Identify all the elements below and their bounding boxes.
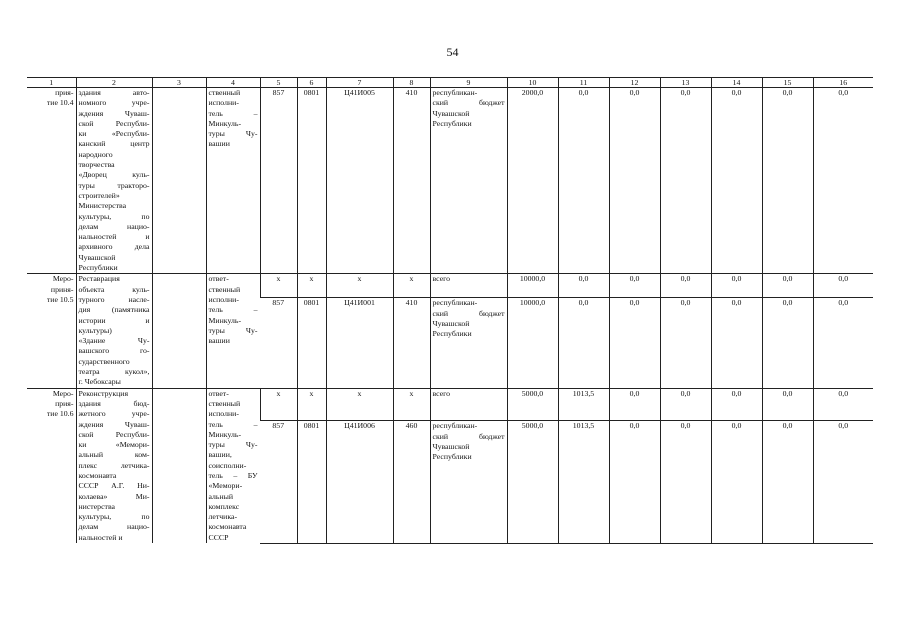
cell-line: Меро- bbox=[52, 274, 74, 284]
cell-line: альный ком- bbox=[78, 450, 150, 460]
cell-line: исполни- bbox=[208, 294, 239, 304]
activity-cell bbox=[27, 88, 76, 274]
table-cell: 0,0 bbox=[660, 88, 711, 274]
cell-line: СССР bbox=[208, 532, 229, 542]
cell-line: туры Чу- bbox=[208, 129, 258, 139]
cell-line: Минкуль- bbox=[208, 429, 242, 439]
table-row bbox=[27, 388, 873, 421]
cell-line: республикан- bbox=[432, 298, 478, 308]
column-number: 1 bbox=[27, 78, 76, 88]
table-cell: 857 bbox=[260, 421, 297, 543]
cell-line: Чувашской bbox=[432, 108, 470, 118]
table-cell: x bbox=[326, 274, 393, 298]
cell-line: номного учре- bbox=[78, 98, 150, 108]
table-cell: 0,0 bbox=[660, 388, 711, 421]
cell-line: тие 10.5 bbox=[46, 294, 74, 304]
table-cell: 0,0 bbox=[711, 388, 762, 421]
empty-cell bbox=[152, 388, 206, 543]
column-number: 7 bbox=[326, 78, 393, 88]
cell-line: делам нацио- bbox=[78, 522, 150, 532]
cell-line: приня- bbox=[50, 284, 74, 294]
column-number: 13 bbox=[660, 78, 711, 88]
cell-line: тель – bbox=[208, 108, 258, 118]
column-number: 10 bbox=[507, 78, 558, 88]
table-cell: 0,0 bbox=[762, 388, 813, 421]
cell-line: тель – bbox=[208, 305, 258, 315]
column-number: 14 bbox=[711, 78, 762, 88]
empty-cell bbox=[152, 274, 206, 388]
name-cell bbox=[76, 388, 152, 543]
cell-line: ки «Мемори- bbox=[78, 440, 150, 450]
column-number: 3 bbox=[152, 78, 206, 88]
table-cell: x bbox=[393, 388, 430, 421]
cell-line: вашии, bbox=[208, 450, 232, 460]
cell-line: колаева» Ми- bbox=[78, 491, 150, 501]
cell-line: Чувашской bbox=[432, 441, 470, 451]
cell-line: сударственного bbox=[78, 356, 130, 366]
cell-line: «Здание Чу- bbox=[78, 336, 150, 346]
cell-line: культуры) bbox=[78, 325, 112, 335]
table-cell: 0,0 bbox=[609, 274, 660, 298]
cell-line: нистерства bbox=[78, 501, 115, 511]
cell-line: исполни- bbox=[208, 409, 239, 419]
page-number: 54 bbox=[446, 45, 459, 59]
cell-line: Республики bbox=[432, 118, 472, 128]
cell-line: «Мемори- bbox=[208, 481, 243, 491]
cell-line: туры тракторо- bbox=[78, 180, 150, 190]
cell-line: турного насле- bbox=[78, 294, 150, 304]
table-cell: 410 bbox=[393, 88, 430, 274]
table-cell: 0,0 bbox=[609, 388, 660, 421]
table-cell: 0,0 bbox=[813, 88, 873, 274]
source-cell bbox=[430, 274, 507, 298]
table-cell: 0,0 bbox=[558, 88, 609, 274]
cell-line: архивного дела bbox=[78, 242, 150, 252]
cell-line: вашии bbox=[208, 139, 230, 149]
source-cell bbox=[430, 298, 507, 388]
table-cell: Ц41И005 bbox=[326, 88, 393, 274]
column-number: 9 bbox=[430, 78, 507, 88]
table-cell: 0,0 bbox=[609, 421, 660, 543]
cell-line: «Дворец куль- bbox=[78, 170, 150, 180]
table-cell: 0,0 bbox=[558, 298, 609, 388]
name-cell bbox=[76, 88, 152, 274]
column-number: 2 bbox=[76, 78, 152, 88]
cell-line: ственный bbox=[208, 88, 241, 97]
cell-line: всего bbox=[432, 274, 451, 284]
table-cell: Ц41И001 bbox=[326, 298, 393, 388]
activity-cell bbox=[27, 274, 76, 388]
table-cell: x bbox=[260, 388, 297, 421]
cell-line: Минкуль- bbox=[208, 315, 242, 325]
cell-line: Министерства bbox=[78, 201, 127, 211]
table-cell: 0,0 bbox=[660, 298, 711, 388]
cell-line: культуры, по bbox=[78, 211, 150, 221]
column-number: 5 bbox=[260, 78, 297, 88]
cell-line: ской Республи- bbox=[78, 429, 150, 439]
cell-line: СССР А.Г. Ни- bbox=[78, 481, 150, 491]
cell-line: ждения Чуваш- bbox=[78, 108, 150, 118]
table-cell: 10000,0 bbox=[507, 298, 558, 388]
cell-line: вашского го- bbox=[78, 346, 150, 356]
cell-line: соисполни- bbox=[208, 460, 247, 470]
cell-line: Чувашской bbox=[78, 252, 116, 262]
table-cell: x bbox=[260, 274, 297, 298]
cell-line: истории и bbox=[78, 315, 150, 325]
source-cell bbox=[430, 388, 507, 421]
cell-line: канский центр bbox=[78, 139, 150, 149]
cell-line: тие 10.4 bbox=[46, 98, 74, 108]
source-cell bbox=[430, 88, 507, 274]
cell-line: ский бюджет bbox=[432, 431, 505, 441]
cell-line: республикан- bbox=[432, 88, 478, 97]
cell-line: Меро- bbox=[52, 388, 74, 398]
cell-line: Республики bbox=[432, 452, 472, 462]
cell-line: ский бюджет bbox=[432, 98, 505, 108]
table-cell: x bbox=[297, 274, 326, 298]
table-cell: 5000,0 bbox=[507, 388, 558, 421]
cell-line: ственный bbox=[208, 284, 241, 294]
cell-line: творчества bbox=[78, 160, 115, 170]
cell-line: строителей» bbox=[78, 190, 120, 200]
empty-cell bbox=[152, 88, 206, 274]
table-cell: 0,0 bbox=[813, 274, 873, 298]
table-cell: 5000,0 bbox=[507, 421, 558, 543]
cell-line: летчика- bbox=[208, 512, 238, 522]
table-cell: 0,0 bbox=[762, 298, 813, 388]
cell-line: Реконструкция bbox=[78, 388, 129, 398]
cell-line: дия (памятника bbox=[78, 305, 150, 315]
column-number: 15 bbox=[762, 78, 813, 88]
table-cell: 0801 bbox=[297, 421, 326, 543]
cell-line: исполни- bbox=[208, 98, 239, 108]
cell-line: вашии bbox=[208, 336, 230, 346]
cell-line: туры Чу- bbox=[208, 325, 258, 335]
column-number: 6 bbox=[297, 78, 326, 88]
table-cell: 0,0 bbox=[813, 298, 873, 388]
cell-line: делам нацио- bbox=[78, 221, 150, 231]
table-cell: 0,0 bbox=[558, 274, 609, 298]
column-number: 4 bbox=[206, 78, 260, 88]
column-number: 11 bbox=[558, 78, 609, 88]
table-cell: 0,0 bbox=[711, 88, 762, 274]
table-cell: 0,0 bbox=[711, 274, 762, 298]
column-number: 16 bbox=[813, 78, 873, 88]
cell-line: объекта куль- bbox=[78, 284, 150, 294]
cell-line: ответ- bbox=[208, 388, 229, 398]
cell-line: культуры, по bbox=[78, 512, 150, 522]
table-cell: 1013,5 bbox=[558, 388, 609, 421]
cell-line: космонавта bbox=[208, 522, 247, 532]
table-cell: 0,0 bbox=[813, 388, 873, 421]
table-cell: 10000,0 bbox=[507, 274, 558, 298]
table-cell: 2000,0 bbox=[507, 88, 558, 274]
cell-line: прия- bbox=[55, 88, 74, 97]
table-cell: 0,0 bbox=[609, 298, 660, 388]
cell-line: тель – БУ bbox=[208, 470, 258, 480]
cell-line: всего bbox=[432, 388, 451, 398]
table-cell: Ц41И006 bbox=[326, 421, 393, 543]
table-cell: 410 bbox=[393, 298, 430, 388]
table-cell: 0801 bbox=[297, 298, 326, 388]
table-cell: 0,0 bbox=[762, 88, 813, 274]
activity-cell bbox=[27, 388, 76, 543]
cell-line: альный bbox=[208, 491, 234, 501]
table-cell: 857 bbox=[260, 298, 297, 388]
table-cell: 0,0 bbox=[609, 88, 660, 274]
cell-line: прия- bbox=[55, 398, 74, 408]
table-cell: 0,0 bbox=[660, 421, 711, 543]
name-cell bbox=[76, 274, 152, 388]
cell-line: ственный bbox=[208, 398, 241, 408]
cell-line: туры Чу- bbox=[208, 440, 258, 450]
cell-line: тель – bbox=[208, 419, 258, 429]
cell-line: тие 10.6 bbox=[46, 409, 74, 419]
table-cell: x bbox=[297, 388, 326, 421]
column-number: 12 bbox=[609, 78, 660, 88]
table-cell: 0,0 bbox=[762, 421, 813, 543]
table-cell: 0801 bbox=[297, 88, 326, 274]
table-cell: 0,0 bbox=[813, 421, 873, 543]
cell-line: нальностей и bbox=[78, 532, 123, 542]
cell-line: плекс летчика- bbox=[78, 460, 150, 470]
executor-cell bbox=[206, 274, 260, 388]
cell-line: Республики bbox=[432, 329, 472, 339]
program-table bbox=[27, 77, 873, 544]
table-cell: 0,0 bbox=[711, 421, 762, 543]
cell-line: здания бюд- bbox=[78, 398, 150, 408]
cell-line: здания авто- bbox=[78, 88, 150, 97]
cell-line: республикан- bbox=[432, 421, 478, 431]
table-row bbox=[27, 88, 873, 274]
cell-line: Чувашской bbox=[432, 319, 470, 329]
table-cell: 0,0 bbox=[711, 298, 762, 388]
table-cell: 460 bbox=[393, 421, 430, 543]
source-cell bbox=[430, 421, 507, 543]
table-cell: 0,0 bbox=[660, 274, 711, 298]
cell-line: нальностей и bbox=[78, 232, 150, 242]
cell-line: ответ- bbox=[208, 274, 229, 284]
executor-cell bbox=[206, 388, 260, 543]
executor-cell bbox=[206, 88, 260, 274]
column-number-row bbox=[27, 78, 873, 88]
table-cell: 0,0 bbox=[762, 274, 813, 298]
cell-line: ки «Республи- bbox=[78, 129, 150, 139]
cell-line: жетного учре- bbox=[78, 409, 150, 419]
cell-line: г. Чебоксары bbox=[78, 377, 121, 387]
cell-line: Минкуль- bbox=[208, 118, 242, 128]
table-cell: x bbox=[326, 388, 393, 421]
cell-line: ской Республи- bbox=[78, 118, 150, 128]
column-number: 8 bbox=[393, 78, 430, 88]
table-row bbox=[27, 274, 873, 298]
cell-line: Реставрация bbox=[78, 274, 120, 284]
cell-line: ский бюджет bbox=[432, 308, 505, 318]
cell-line: космонавта bbox=[78, 470, 117, 480]
table-cell: 857 bbox=[260, 88, 297, 274]
cell-line: ждения Чуваш- bbox=[78, 419, 150, 429]
cell-line: театра кукол», bbox=[78, 367, 150, 377]
cell-line: комплекс bbox=[208, 501, 240, 511]
table-cell: x bbox=[393, 274, 430, 298]
table-cell: 1013,5 bbox=[558, 421, 609, 543]
cell-line: народного bbox=[78, 149, 113, 159]
cell-line: Республики bbox=[78, 263, 118, 273]
